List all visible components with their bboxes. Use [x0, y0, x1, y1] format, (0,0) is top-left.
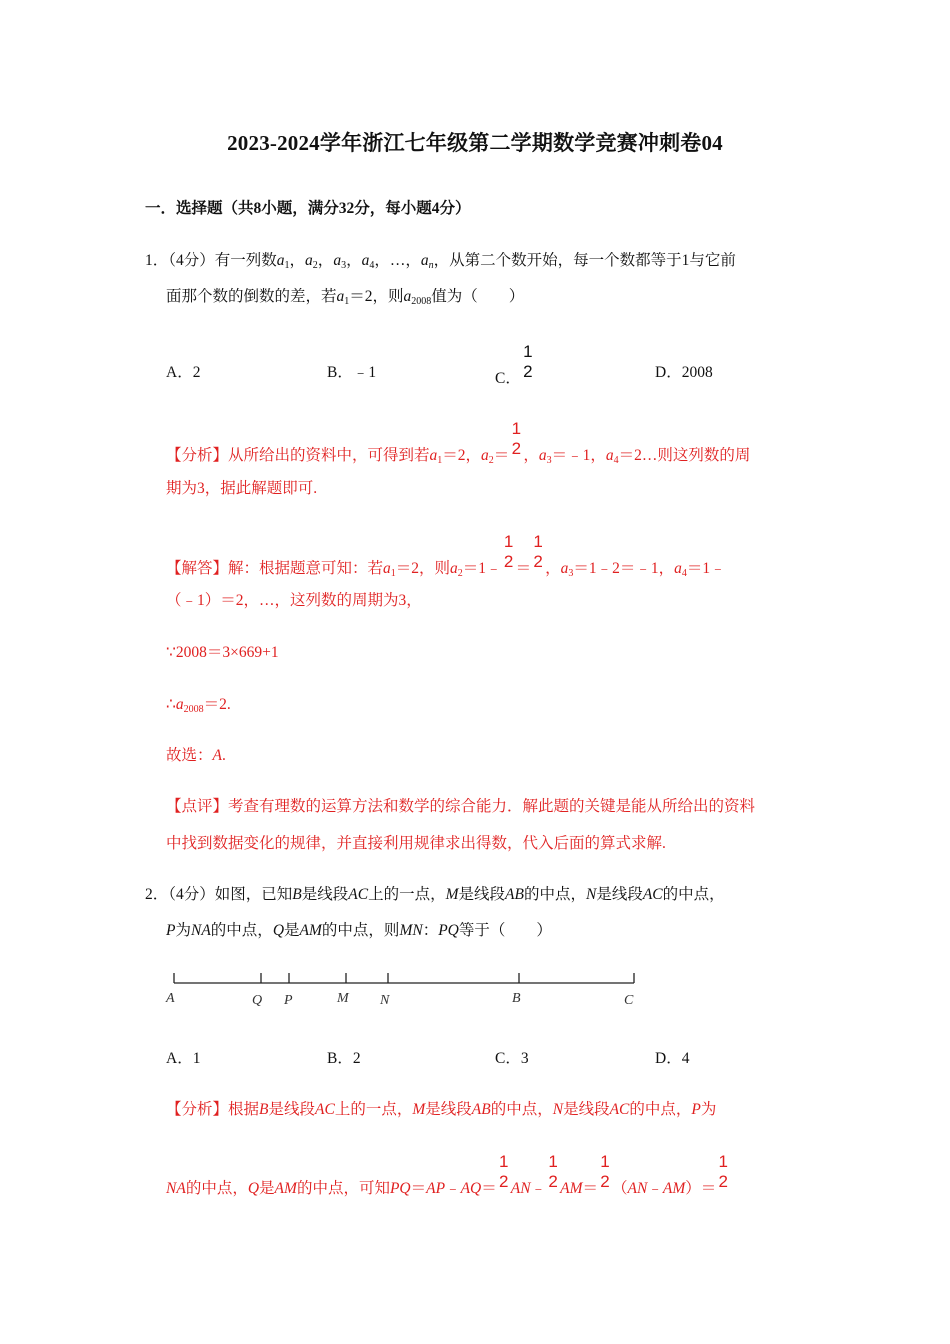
q2-analysis-line-2: NA的中点，Q是AM的中点，可知PQ＝AP﹣AQ＝ 1 2 AN﹣ 1 2 AM＝ 1 2 （AN﹣AM）＝ 1 2: [166, 1173, 730, 1199]
q1-analysis-line-2: 期为3，据此解题即可.: [166, 480, 318, 497]
q1-solution-line-3: ∵2008＝3×669+1: [166, 644, 279, 661]
q2-option-a[interactable]: A．1: [166, 1050, 201, 1067]
label-N: N: [380, 993, 390, 1008]
q2-option-c[interactable]: C．3: [495, 1050, 529, 1067]
page-title: 2023-2024学年浙江七年级第二学期数学竞赛冲刺卷04: [227, 131, 723, 155]
fraction-half: 1 2: [511, 419, 522, 458]
q2-option-b[interactable]: B．2: [327, 1050, 361, 1067]
q1-comment-line-2: 中找到数据变化的规律，并直接利用规律求出得数，代入后面的算式求解.: [166, 835, 666, 852]
q1-option-d[interactable]: D．2008: [655, 364, 713, 381]
label-Q: Q: [252, 993, 263, 1008]
fraction-half: 1 2: [523, 342, 533, 381]
q1-solution-line-4: $\therefore a_{2008}=2$.: [166, 696, 231, 715]
q2-option-d[interactable]: D．4: [655, 1050, 690, 1067]
fraction-half: 1 2: [718, 1152, 728, 1191]
q2-analysis-line-1: 【分析】根据B是线段AC上的一点，M是线段AB的中点，N是线段AC的中点，P为: [166, 1101, 717, 1118]
label-P: P: [284, 993, 293, 1008]
q1-option-a[interactable]: A．2: [166, 364, 201, 381]
fraction-half: 1 2: [499, 1152, 509, 1191]
label-C: C: [624, 993, 634, 1008]
q1-comment-line-1: 【点评】考查有理数的运算方法和数学的综合能力．解此题的关键是能从所给出的资料: [166, 798, 756, 815]
fraction-half: 1 2: [600, 1152, 610, 1191]
question-1-line-2: 面那个数的倒数的差，若$a_1=2$，则$a_{2008}$值为（ ）: [166, 288, 525, 307]
q1-solution-line-1: 【解答】解：根据题意可知：若$a_1=2$，则$a_2=1﹣$ 1 2 ＝ 1 2 ，$a_3=1﹣2=﹣1$，$a_4=1﹣$: [166, 532, 726, 579]
label-A: A: [166, 991, 175, 1006]
label-B: B: [512, 991, 521, 1006]
fraction-half: 1 2: [503, 532, 514, 571]
question-2-line-2: P为NA的中点，Q是AM的中点，则MN：PQ等于（ ）: [166, 922, 552, 939]
segment-figure: [160, 962, 650, 1012]
q1-option-c[interactable]: C． 1 2: [495, 363, 535, 389]
question-2-line-1: 2．（4分）如图，已知B是线段AC上的一点，M是线段AB的中点，N是线段AC的中点，: [145, 886, 725, 903]
q1-solution-line-5: 故选：A.: [166, 747, 226, 764]
q1-solution-line-2: （﹣1）＝2，…，这列数的周期为3，: [166, 592, 422, 609]
fraction-half: 1 2: [533, 532, 543, 571]
question-1-line-1: 1．（4分）有一列数$a_1$，$a_2$，$a_3$，$a_4$，…，$a_n$，从第二个数开始，每一个数都等于1与它前: [145, 252, 736, 271]
q1-option-b[interactable]: B．﹣1: [327, 364, 377, 381]
fraction-half: 1 2: [548, 1152, 558, 1191]
q1-analysis-line-1: 【分析】从所给出的资料中，可得到若$a_1=2$，$a_2=$ 1 2 ，$a_3=﹣1$，$a_4=2\dots$则这列数的周: [166, 419, 751, 466]
section-heading: 一．选择题（共8小题，满分32分，每小题4分）: [145, 200, 471, 217]
label-M: M: [337, 991, 349, 1006]
